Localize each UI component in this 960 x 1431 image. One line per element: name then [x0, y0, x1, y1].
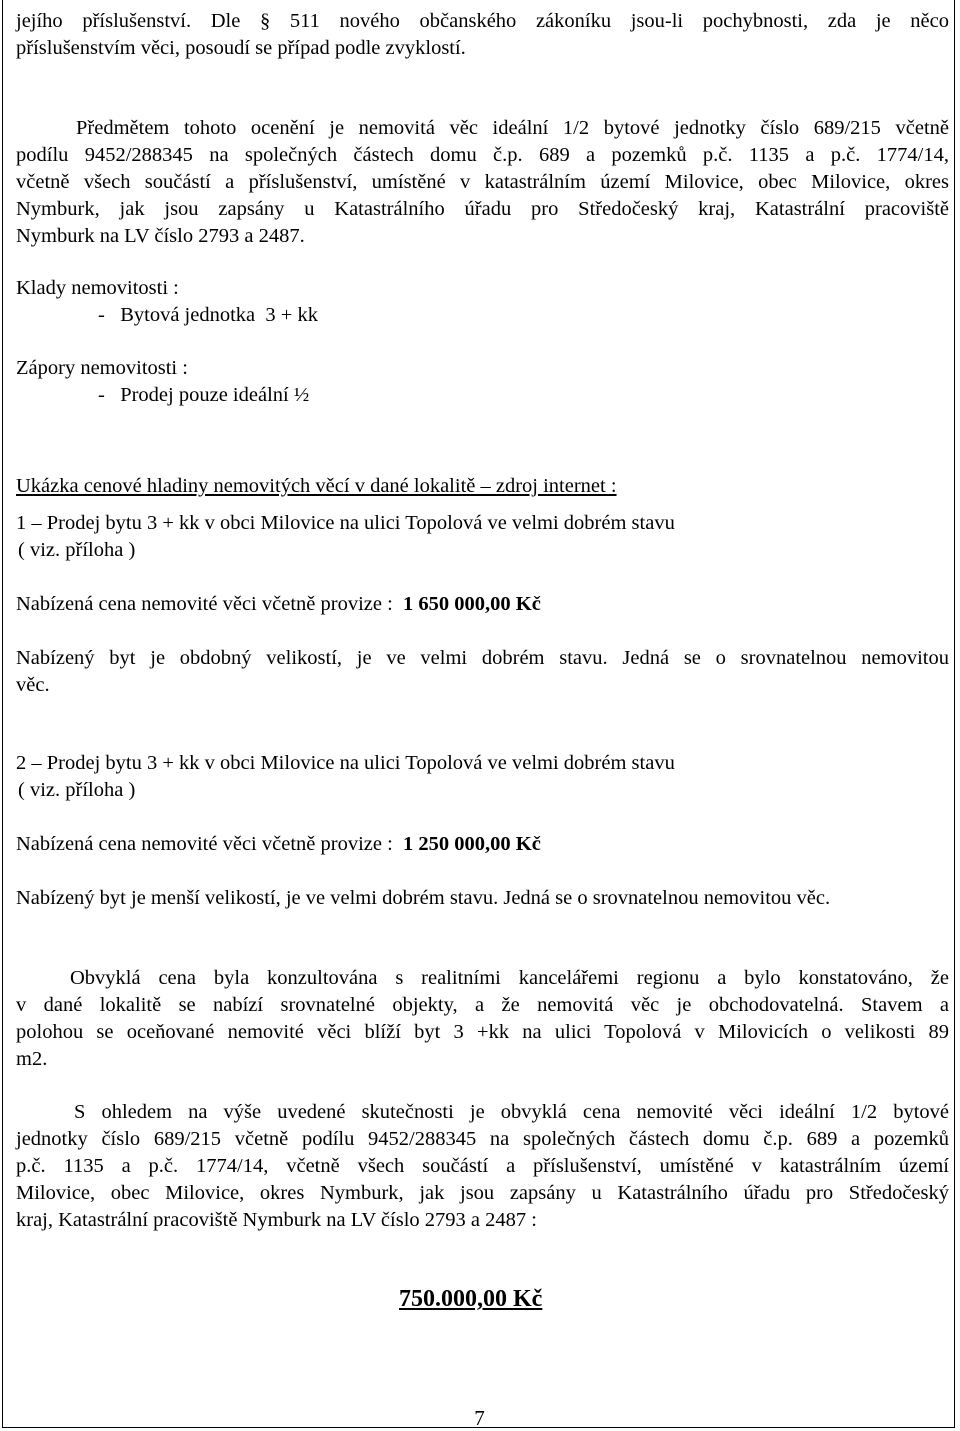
text-line: Nabízený byt je menší velikostí, je ve velmi dobrém stavu. Jedná se o srovnatelnou nemovitou věc.	[16, 887, 831, 909]
text-line: Milovice, obec Milovice, okres Nymburk, jak jsou zapsány u Katastrálního úřadu pro Středočeský	[16, 1182, 949, 1204]
offer-2-price-value: 1 250 000,00 Kč	[403, 833, 541, 855]
text-line: Nabízený byt je obdobný velikostí, je ve velmi dobrém stavu. Jedná se o srovnatelnou nemovitou	[16, 647, 949, 669]
text-line: jejího příslušenství. Dle § 511 nového občanského zákoníku jsou-li pochybnosti, zda je něco	[16, 10, 949, 32]
document-page	[2, 0, 955, 1428]
text-line: Předmětem tohoto ocenění je nemovitá věc ideální 1/2 bytové jednotky číslo 689/215 včetně	[76, 117, 949, 139]
text-line: p.č. 1135 a p.č. 1774/14, včetně všech součástí a příslušenství, umístěné v katastrálním území	[16, 1155, 949, 1177]
text-line: m2.	[16, 1048, 48, 1070]
text-line: věc.	[16, 674, 50, 696]
price-sample-heading: Ukázka cenové hladiny nemovitých věcí v dané lokalitě – zdroj internet :	[16, 475, 617, 497]
offer-2-attachment-note: ( viz. příloha )	[18, 779, 136, 801]
final-value	[387, 1286, 687, 1314]
text-line: v dané lokalitě se nabízí srovnatelné objekty, a že nemovitá věc je obchodovatelná. Stavem a	[16, 994, 949, 1016]
text-line: příslušenstvím věci, posoudí se případ podle zvyklostí.	[16, 37, 466, 59]
pros-item: - Bytová jednotka 3 + kk	[98, 304, 318, 326]
offer-2-price-label: Nabízená cena nemovité věci včetně provize :	[16, 833, 404, 855]
pros-heading: Klady nemovitosti :	[16, 277, 179, 299]
cons-item: - Prodej pouze ideální ½	[98, 384, 310, 406]
offer-1-price-label: Nabízená cena nemovité věci včetně provize :	[16, 593, 404, 615]
offer-1-attachment-note: ( viz. příloha )	[18, 539, 136, 561]
final-value-text: 750.000,00 Kč	[399, 1286, 543, 1312]
offer-1-price-line	[16, 591, 949, 618]
text-line: jednotky číslo 689/215 včetně podílu 9452/288345 na společných částech domu č.p. 689 a pozemků	[16, 1128, 949, 1150]
offer-2-title: 2 – Prodej bytu 3 + kk v obci Milovice na ulici Topolová ve velmi dobrém stavu	[16, 752, 675, 774]
text-line: S ohledem na výše uvedené skutečnosti je obvyklá cena nemovité věci ideální 1/2 bytové	[74, 1101, 949, 1123]
text-line: včetně všech součástí a příslušenství, umístěné v katastrálním území Milovice, obec Milovice, okres	[16, 171, 949, 193]
text-line: Nymburk na LV číslo 2793 a 2487.	[16, 225, 305, 247]
cons-heading: Zápory nemovitosti :	[16, 357, 188, 379]
offer-1-price-value: 1 650 000,00 Kč	[403, 593, 541, 615]
text-line: Obvyklá cena byla konzultována s realitními kancelářemi regionu a bylo konstatováno, že	[70, 967, 949, 989]
text-line: podílu 9452/288345 na společných částech domu č.p. 689 a pozemků p.č. 1135 a p.č. 1774/14,	[16, 144, 949, 166]
page-number: 7	[474, 1406, 485, 1430]
offer-1-title: 1 – Prodej bytu 3 + kk v obci Milovice na ulici Topolová ve velmi dobrém stavu	[16, 512, 675, 534]
offer-2-price-line	[16, 831, 949, 858]
text-line: kraj, Katastrální pracoviště Nymburk na LV číslo 2793 a 2487 :	[16, 1209, 537, 1231]
text-line: Nymburk, jak jsou zapsány u Katastrálního úřadu pro Středočeský kraj, Katastrální pracoviště	[16, 198, 949, 220]
text-line: polohou se oceňované nemovité věci blíží byt 3 +kk na ulici Topolová v Milovicích o velikosti 89	[16, 1021, 949, 1043]
